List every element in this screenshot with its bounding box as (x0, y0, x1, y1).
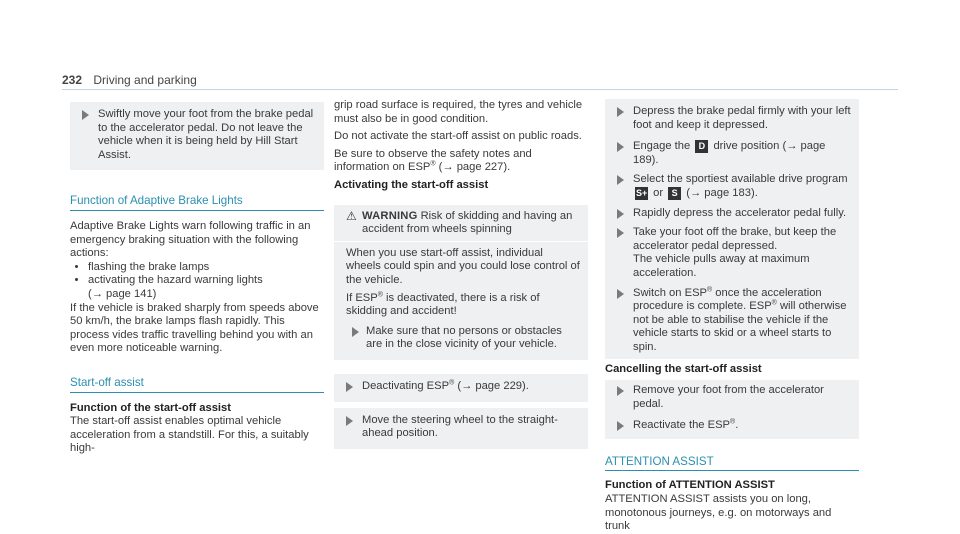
step-text: Remove your foot from the accelerator pedal. (633, 384, 824, 410)
step-triangle-icon (617, 421, 624, 431)
step-text (633, 287, 851, 355)
warning-title: WARNING (362, 209, 418, 222)
step-item (605, 99, 859, 138)
step-item (605, 285, 859, 359)
step-text (633, 140, 851, 167)
page-reference: (→ page 227). (435, 161, 511, 174)
page-reference: (→ page 183). (683, 186, 758, 199)
step-text-part: Select the sportiest available drive program (633, 173, 848, 186)
warning-text (346, 292, 580, 319)
step-triangle-icon (617, 107, 624, 117)
step-text-part: Switch on ESP (633, 286, 707, 299)
subsection-title: Function of ATTENTION ASSIST (605, 479, 775, 492)
header-rule (62, 89, 898, 90)
step-triangle-icon (617, 386, 624, 396)
step-triangle-icon (617, 175, 624, 185)
section-intro: Adaptive Brake Lights warn following traffic in an emergency braking situation with the following actions: (70, 219, 311, 260)
subsection-title: Function of the start-off assist (70, 401, 231, 414)
step-text-part: Engage the (633, 140, 694, 153)
column-2 (326, 99, 588, 449)
step-text (362, 380, 580, 394)
paragraph: grip road surface is required, the tyres and vehicle must also be in good condition. (334, 99, 583, 125)
step-item (605, 224, 859, 284)
page-reference: (→ page 229). (454, 379, 529, 392)
list-item-text: activating the hazard warning lights (88, 274, 263, 287)
step-text-part: drive position (→ page 189). (633, 140, 826, 166)
drive-program-key: S+ (636, 187, 648, 198)
registered-mark: ® (707, 285, 713, 293)
step-triangle-icon (346, 416, 353, 426)
step-item (605, 415, 859, 439)
step-text-part: Reactivate the ESP (633, 419, 731, 432)
step-item (605, 205, 859, 225)
step-triangle-icon (617, 209, 624, 219)
subsection-title: Cancelling the start-off assist (605, 362, 762, 375)
list-item: • flashing the brake lamps (88, 261, 324, 275)
step-text-part: once the acceleration procedure is complete. ESP (633, 286, 822, 313)
bullet-list (70, 261, 324, 302)
registered-mark: ® (730, 418, 736, 426)
registered-mark: ® (771, 299, 777, 307)
column-1 (62, 102, 324, 456)
paragraph (334, 148, 588, 175)
step-text: Rapidly depress the accelerator pedal fully. (633, 206, 847, 219)
step-item (605, 380, 859, 415)
step-text: Swiftly move your foot from the brake pedal to the accelerator pedal. Do not leave the vehicle when it is being held by Hill Start Assist. (98, 108, 314, 161)
step-item (334, 374, 588, 402)
step-item (605, 138, 859, 171)
step-triangle-icon (82, 110, 89, 120)
chapter-title: Driving and parking (93, 73, 197, 87)
step-item (70, 102, 324, 170)
registered-mark: ® (430, 160, 436, 168)
section-title: Function of Adaptive Brake Lights (70, 194, 324, 211)
paragraph: ATTENTION ASSIST assists you on long, monotonous journeys, e.g. on motorways and trunk (605, 493, 832, 533)
warning-triangle-icon: ⚠ (346, 208, 357, 223)
paragraph-text: Be sure to observe the safety notes and information on ESP (334, 147, 532, 174)
warning-heading: Risk of skidding and having an accident from wheels spinning (362, 209, 573, 236)
step-text-part: Deactivating ESP (362, 379, 450, 392)
section-title: ATTENTION ASSIST (605, 455, 859, 472)
step-triangle-icon (617, 142, 624, 152)
drive-position-key: D (695, 140, 708, 153)
drive-program-key: S (668, 187, 681, 200)
step-text-part: . (735, 419, 739, 432)
step-triangle-icon (617, 289, 624, 299)
warning-text: When you use start-off assist, individual wheels could spin and you could lose control of the vehicle. (346, 246, 580, 286)
step-triangle-icon (352, 327, 359, 337)
page-reference: (→ page 141) (88, 287, 157, 300)
paragraph: Do not activate the start-off assist on public roads. (334, 130, 582, 143)
step-item (334, 408, 588, 449)
step-text (633, 173, 851, 200)
step-result: The vehicle pulls away at maximum acceleration. (633, 253, 810, 279)
warning-box (334, 205, 588, 360)
page-number: 232 (62, 73, 83, 87)
column-3 (597, 99, 859, 534)
step-text: Take your foot off the brake, but keep the accelerator pedal depressed. (633, 226, 837, 252)
step-text-part: or (650, 186, 667, 199)
section-title: Start-off assist (70, 376, 324, 393)
subsection-title: Activating the start-off assist (334, 178, 489, 191)
list-item (88, 274, 324, 301)
step-text-part: will otherwise not be able to stabilise the vehicle if the vehicle starts to skid or a wheel starts to spin. (633, 300, 847, 353)
step-triangle-icon (346, 382, 353, 392)
page-header (62, 73, 197, 87)
step-text: Depress the brake pedal firmly with your left foot and keep it depressed. (633, 105, 851, 131)
registered-mark: ® (449, 379, 455, 387)
paragraph: If the vehicle is braked sharply from speeds above 50 km/h, the brake lamps flash rapidly. This process vides traffic travelling behind you with an even more noticeable warning. (70, 301, 319, 355)
step-item (605, 171, 859, 204)
step-item (346, 325, 580, 352)
registered-mark: ® (377, 290, 383, 298)
step-text: Make sure that no persons or obstacles are in the close vicinity of your vehicle. (366, 324, 562, 351)
warning-text-part: If ESP (346, 291, 378, 304)
step-triangle-icon (617, 228, 624, 238)
warning-text-part: is deactivated, there is a risk of skidding and accident! (346, 291, 540, 318)
step-text: Move the steering wheel to the straight-ahead position. (362, 413, 558, 440)
paragraph: The start-off assist enables optimal vehicle acceleration from a standstill. For this, a suitably high- (70, 415, 309, 455)
step-text (633, 419, 851, 433)
